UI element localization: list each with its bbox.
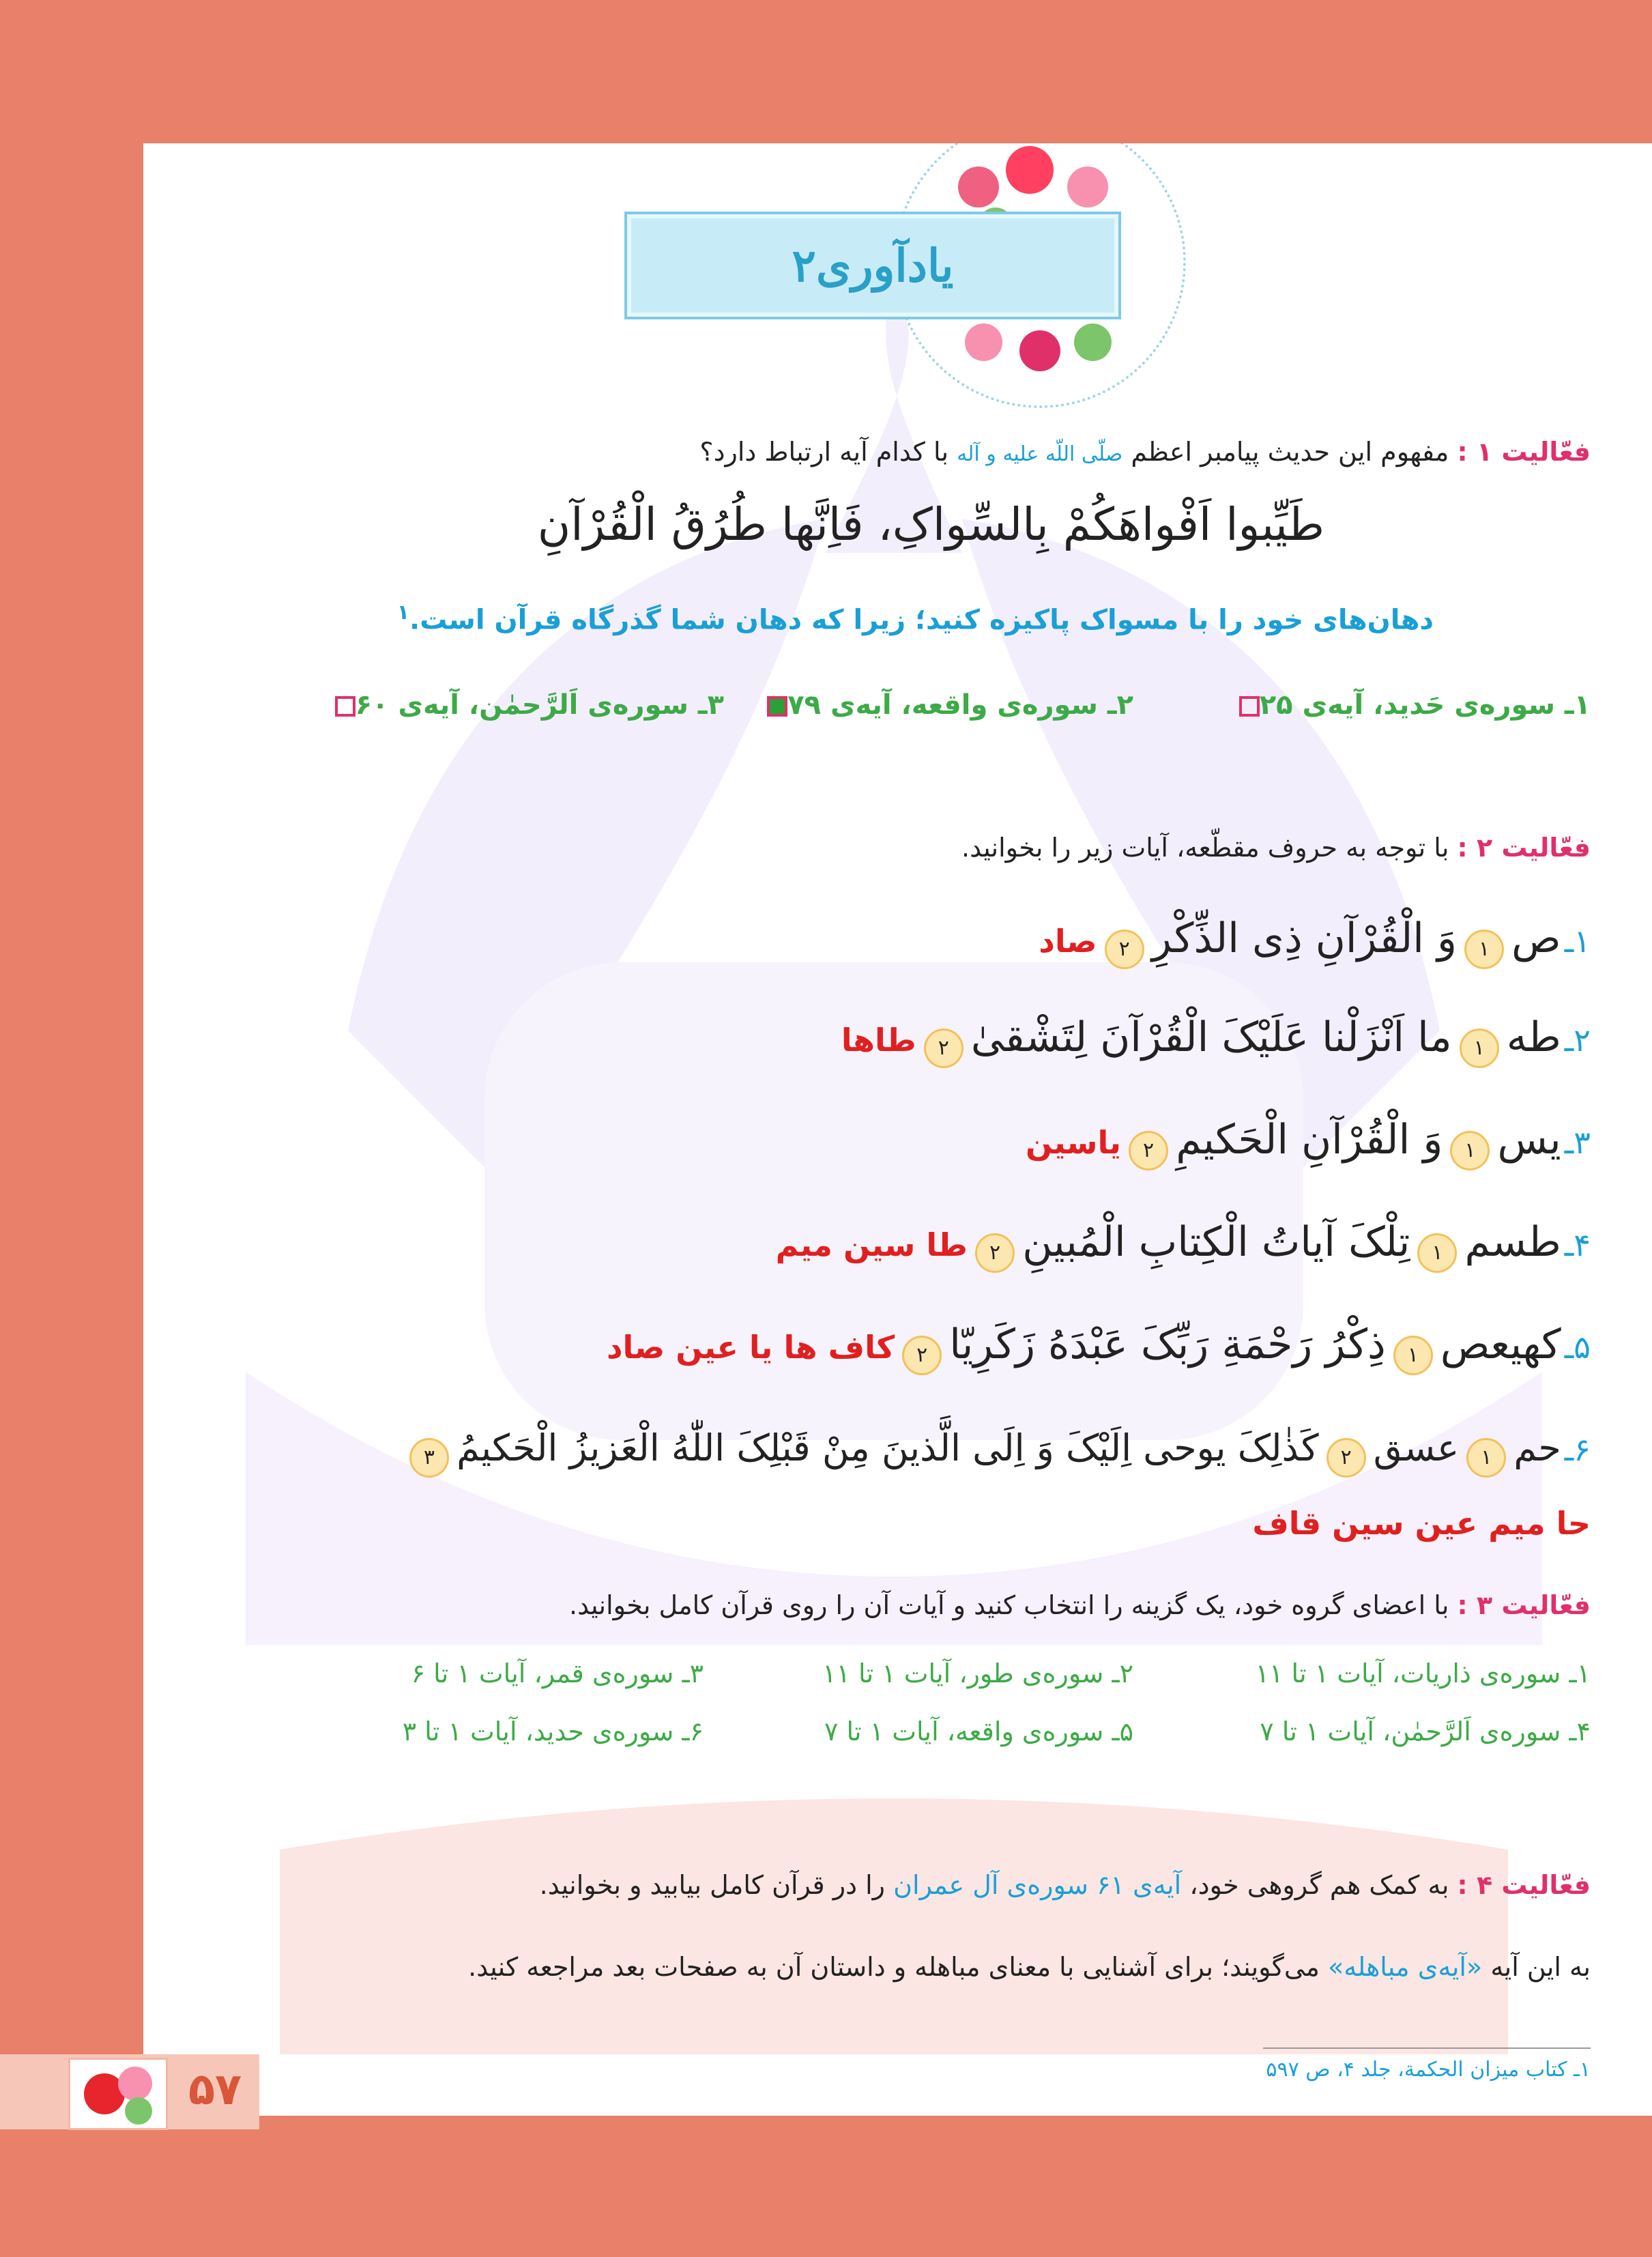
flower-icon: [965, 324, 1002, 361]
ayah-number-icon: ۱: [1450, 1131, 1490, 1170]
ayah-number-icon: ۲: [1105, 930, 1144, 969]
verse-index: ۳ـ: [1564, 1124, 1591, 1161]
leaf-icon: [125, 2097, 152, 2125]
honorific: صلّی اللّه علیه و آله: [957, 442, 1123, 466]
activity4-text-before: به کمک هم گروهی خود،: [1189, 1870, 1449, 1900]
flower-icon: [1067, 167, 1108, 207]
activity4-header: [294, 1870, 1591, 1900]
verse-row-4: [294, 1218, 1591, 1273]
verse-answer: صاد: [1039, 923, 1097, 960]
option-3-text: ۳ـ سوره‌ی اَلرَّحمٰن، آیه‌ی ۶۰: [355, 689, 724, 721]
ayah-number-icon: ۲: [975, 1233, 1015, 1273]
verse-text: ذِکْرُ رَحْمَةِ رَبِّکَ عَبْدَهُ زَکَرِیّا: [949, 1321, 1386, 1368]
option-3[interactable]: [287, 689, 724, 721]
hadith-text: طَیِّبوا اَفْواهَکُمْ بِالسِّواکِ، فَاِنَّها طُرُقُ الْقُرْآنِ: [537, 498, 1324, 551]
verse-index: ۴ـ: [1564, 1226, 1591, 1263]
verse-start: ص: [1511, 915, 1561, 962]
checked-checkbox-icon[interactable]: [767, 696, 787, 717]
activity4-label: فعّالیت ۴ :: [1457, 1870, 1591, 1900]
verse-row-5: [294, 1321, 1591, 1375]
ayah-number-icon: ۲: [1327, 1438, 1366, 1478]
activity1-header: [294, 437, 1591, 467]
verse-text: وَ الْقُرْآنِ ذِی الذِّکْرِ: [1151, 915, 1457, 962]
verse-text: کَذٰلِکَ یوحی اِلَیْکَ وَ اِلَی الَّذینَ مِنْ قَبْلِکَ اللّٰهُ الْعَزیزُ الْحَکیمُ: [457, 1426, 1319, 1469]
verse-index: ۲ـ: [1564, 1022, 1591, 1059]
page-title: یادآوری۲: [792, 239, 954, 292]
hadith-translation: [274, 601, 1434, 635]
ayah-number-icon: ۱: [1417, 1233, 1457, 1273]
verse-text: ما اَنْزَلْنا عَلَیْکَ الْقُرْآنَ لِتَشْقیٰ: [970, 1014, 1452, 1061]
flower-image: [68, 2058, 168, 2130]
activity3-label: فعّالیت ۳ :: [1457, 1590, 1591, 1620]
flower-icon: [958, 167, 999, 207]
activity4-line2: [294, 1952, 1591, 1982]
activity2-label: فعّالیت ۲ :: [1457, 833, 1591, 863]
ayah-number-icon: ۱: [1466, 1438, 1506, 1478]
activity1-text-before: مفهوم این حدیث پیامبر اعظم: [1131, 437, 1449, 467]
activity3-option-6: ۶ـ سوره‌ی حدید، آیات ۱ تا ۳: [402, 1716, 704, 1746]
leaf-icon: [1074, 324, 1112, 361]
verse-row-1: [294, 915, 1591, 969]
verse-row-3: [294, 1116, 1591, 1170]
flower-icon: [118, 2067, 152, 2101]
title-box: [624, 212, 1121, 319]
option-2[interactable]: [751, 689, 1133, 721]
activity3-option-3: ۳ـ سوره‌ی قمر، آیات ۱ تا ۶: [411, 1658, 704, 1688]
verse-answer-6: حا میم عین سین قاف: [1252, 1505, 1591, 1542]
ayah-number-icon: ۱: [1460, 1029, 1499, 1068]
option-1-text: ۱ـ سوره‌ی حَدید، آیه‌ی ۲۵: [1259, 689, 1591, 721]
verse-answer: کاف ها یا عین صاد: [606, 1329, 895, 1366]
activity3-option-1: ۱ـ سوره‌ی ذاریات، آیات ۱ تا ۱۱: [1255, 1658, 1591, 1688]
activity4-line2-highlight: «آیه‌ی مباهله»: [1328, 1952, 1483, 1982]
verse-row-2: [294, 1014, 1591, 1068]
verse-index: ۱ـ: [1564, 923, 1591, 960]
activity3-text: با اعضای گروه خود، یک گزینه را انتخاب کنید و آیات آن را روی قرآن کامل بخوانید.: [569, 1590, 1449, 1620]
activity3-option-2: ۲ـ سوره‌ی طور، آیات ۱ تا ۱۱: [822, 1658, 1133, 1688]
verse-row-6: [233, 1426, 1591, 1478]
flower-icon: [1006, 146, 1054, 194]
activity3-option-5: ۵ـ سوره‌ی واقعه، آیات ۱ تا ۷: [824, 1716, 1133, 1746]
verse-start: کهیعص: [1440, 1321, 1561, 1368]
page-number-badge: [0, 2054, 259, 2129]
translation-note: ۱: [396, 601, 409, 624]
verse-start: طه: [1506, 1014, 1561, 1061]
ayah-number-icon: ۱: [1393, 1336, 1433, 1375]
page-sheet: [143, 143, 1652, 2116]
activity3-option-4: ۴ـ سوره‌ی اَلرَّحمٰن، آیات ۱ تا ۷: [1260, 1716, 1591, 1746]
activity2-header: [294, 833, 1591, 863]
ayah-number-icon: ۱: [1464, 930, 1504, 969]
verse-answer: طا سین میم: [775, 1226, 968, 1263]
ayah-number-icon: ۲: [924, 1029, 963, 1068]
verse-start: حم: [1513, 1426, 1561, 1469]
verse-index: ۵ـ: [1564, 1329, 1591, 1366]
verse-text: وَ الْقُرْآنِ الْحَکیمِ: [1176, 1116, 1443, 1164]
option-1[interactable]: [1208, 689, 1591, 721]
footnote: ۱ـ کتاب میزان الحکمة، جلد ۴، ص ۵۹۷: [1266, 2058, 1591, 2082]
option-2-text: ۲ـ سوره‌ی واقعه، آیه‌ی ۷۹: [787, 689, 1133, 721]
ayah-number-icon: ۲: [902, 1336, 942, 1375]
activity1-text-after: با کدام آیه ارتباط دارد؟: [699, 437, 949, 467]
activity4-highlight: آیه‌ی ۶۱ سوره‌ی آل عمران: [893, 1870, 1182, 1900]
footnote-divider: [1263, 2047, 1591, 2049]
checkbox-icon[interactable]: [335, 696, 356, 717]
activity2-text: با توجه به حروف مقطّعه، آیات زیر را بخوانید.: [961, 833, 1449, 863]
translation-text: دهان‌های خود را با مسواک پاکیزه کنید؛ زیرا که دهان شما گذرگاه قرآن است.: [409, 604, 1434, 636]
verse-index: ۶ـ: [1564, 1431, 1591, 1468]
activity4-line2-before: به این آیه: [1490, 1952, 1591, 1982]
flower-icon: [1019, 330, 1060, 371]
activity3-header: [294, 1590, 1591, 1620]
verse-segment: عسق: [1373, 1426, 1460, 1469]
checkbox-icon[interactable]: [1239, 696, 1260, 717]
verse-text: تِلْکَ آیاتُ الْکِتابِ الْمُبینِ: [1022, 1218, 1410, 1266]
verse-answer: یاسین: [1026, 1124, 1121, 1161]
activity4-text-after: را در قرآن کامل بیابید و بخوانید.: [539, 1870, 886, 1900]
ayah-number-icon: ۲: [1129, 1131, 1168, 1170]
ayah-number-icon: ۳: [409, 1438, 449, 1478]
activity4-line2-after: می‌گویند؛ برای آشنایی با معنای مباهله و داستان آن به صفحات بعد مراجعه کنید.: [468, 1952, 1320, 1982]
page-number: ۵۷: [188, 2065, 242, 2115]
verse-start: یس: [1497, 1116, 1561, 1164]
activity1-label: فعّالیت ۱ :: [1457, 437, 1591, 467]
verse-answer: طاها: [841, 1022, 916, 1059]
verse-start: طسم: [1464, 1218, 1561, 1266]
